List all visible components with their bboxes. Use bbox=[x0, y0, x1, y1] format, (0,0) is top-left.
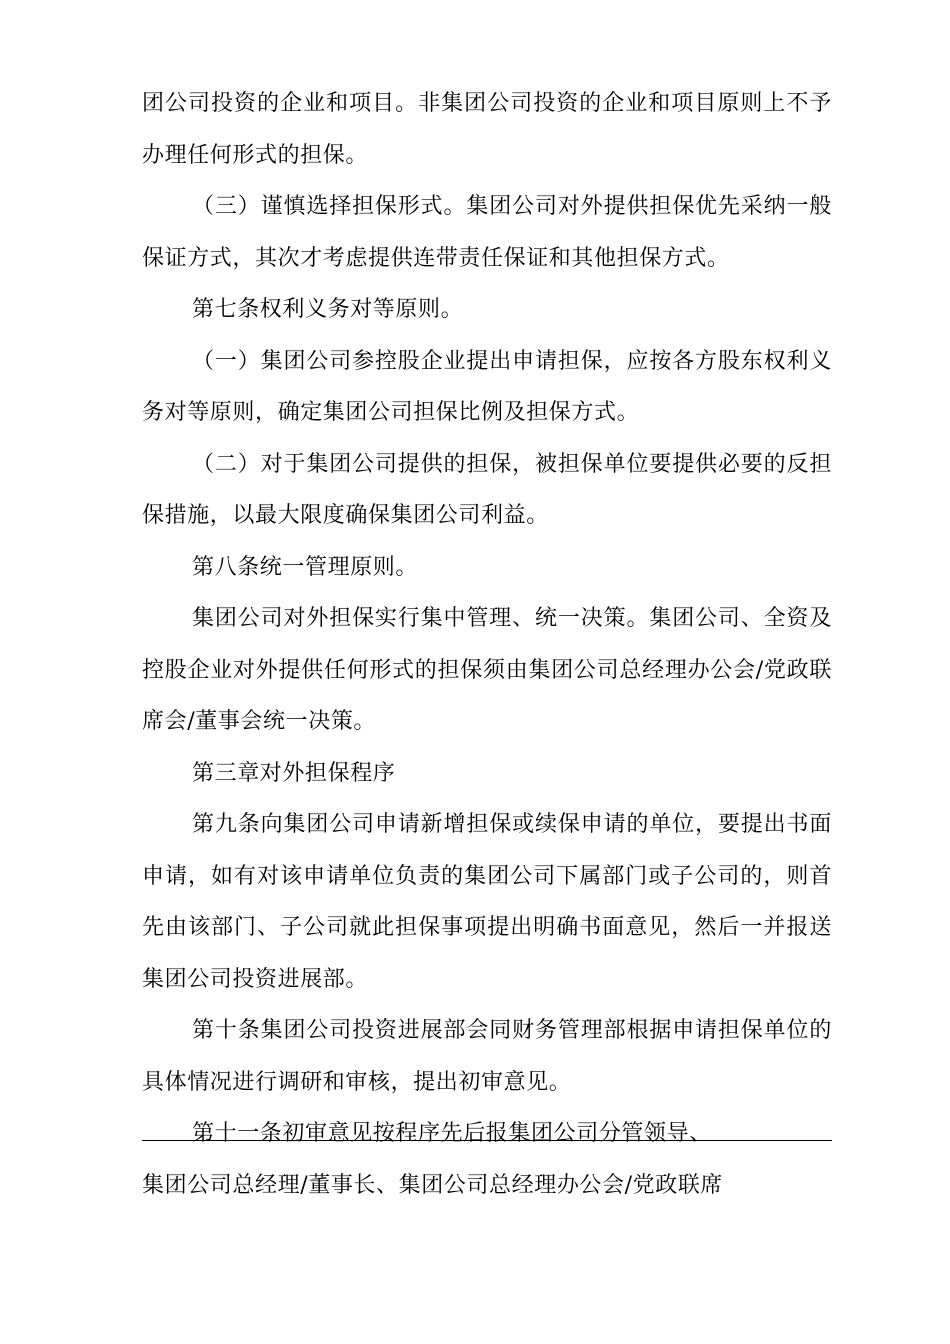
document-body bbox=[142, 78, 832, 1160]
paragraph-4: （一）集团公司参控股企业提出申请担保，应按各方股东权利义务对等原则，确定集团公司担保比例及担保方式。 bbox=[142, 348, 832, 425]
paragraph-2: （三）谨慎选择担保形式。集团公司对外提供担保优先采纳一般保证方式，其次才考虑提供连带责任保证和其他担保方式。 bbox=[142, 194, 832, 271]
continuation-line: 集团公司总经理/董事长、集团公司总经理办公会/党政联席 bbox=[142, 1173, 724, 1198]
page-break-rule bbox=[142, 1140, 832, 1141]
paragraph-9: 第九条向集团公司申请新增担保或续保申请的单位，要提出书面申请，如有对该申请单位负责的集团公司下属部门或子公司的，则首先由该部门、子公司就此担保事项提出明确书面意见，然后一并报送集团公司投资进展部。 bbox=[142, 812, 832, 992]
paragraph-10: 第十条集团公司投资进展部会同财务管理部根据申请担保单位的具体情况进行调研和审核，提出初审意见。 bbox=[142, 1018, 832, 1095]
paragraph-11: 第十一条初审意见按程序先后报集团公司分管领导、 bbox=[192, 1121, 712, 1146]
paragraph-3: 第七条权利义务对等原则。 bbox=[192, 297, 464, 322]
paragraph-5: （二）对于集团公司提供的担保，被担保单位要提供必要的反担保措施，以最大限度确保集团公司利益。 bbox=[142, 451, 832, 528]
chapter-heading: 第三章对外担保程序 bbox=[192, 760, 396, 786]
paragraph-1: 团公司投资的企业和项目。非集团公司投资的企业和项目原则上不予办理任何形式的担保。 bbox=[142, 91, 832, 168]
paragraph-6: 第八条统一管理原则。 bbox=[192, 554, 419, 580]
paragraph-7: 集团公司对外担保实行集中管理、统一决策。集团公司、全资及控股企业对外提供任何形式的担保须由集团公司总经理办公会/党政联席会/董事会统一决策。 bbox=[142, 606, 832, 734]
